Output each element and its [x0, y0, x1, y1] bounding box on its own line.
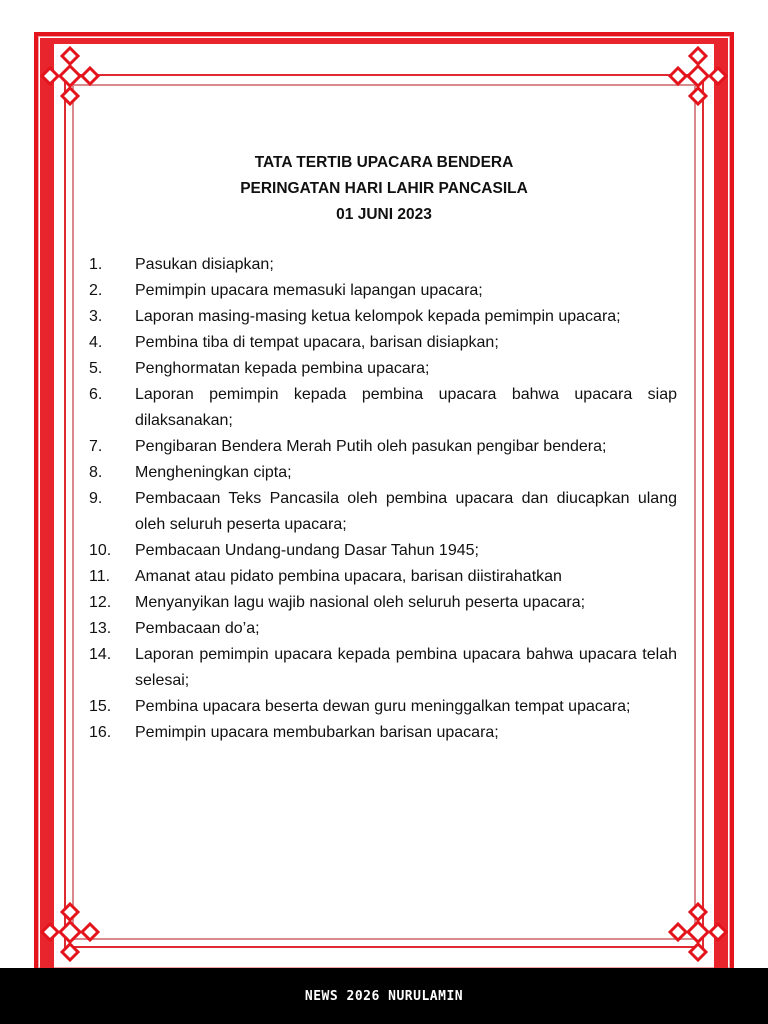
list-item — [89, 564, 677, 590]
list-item — [89, 590, 677, 616]
list-item — [89, 382, 677, 434]
footer-bar — [0, 968, 768, 1024]
list-item-text: Pembina tiba di tempat upacara, barisan disiapkan; — [135, 334, 499, 351]
list-item-number: 8. — [89, 464, 103, 481]
list-item-number: 3. — [89, 308, 103, 325]
list-item-text: Amanat atau pidato pembina upacara, barisan diistirahatkan — [135, 568, 562, 585]
list-item-text: Menyanyikan lagu wajib nasional oleh seluruh peserta upacara; — [135, 594, 586, 611]
list-item — [89, 330, 677, 356]
list-item-text: Pembina upacara beserta dewan guru meninggalkan tempat upacara; — [135, 698, 631, 715]
list-item-number: 13. — [89, 620, 112, 637]
list-item — [89, 694, 677, 720]
list-item-text: Pembacaan Undang-undang Dasar Tahun 1945; — [135, 542, 479, 559]
list-item-text: Laporan pemimpin kepada pembina upacara bahwa upacara siap dilaksanakan; — [135, 386, 677, 429]
list-item — [89, 278, 677, 304]
list-item-number: 14. — [89, 646, 112, 663]
footer-text: NEWS 2026 NURULAMIN — [304, 988, 464, 1004]
list-item-text: Laporan pemimpin upacara kepada pembina upacara bahwa upacara telah selesai; — [135, 646, 677, 689]
list-item-text: Pasukan disiapkan; — [135, 256, 274, 273]
list-item — [89, 720, 677, 746]
list-item-number: 9. — [89, 490, 103, 507]
ceremony-rules-list — [89, 252, 677, 746]
list-item — [89, 304, 677, 330]
corner-ornament-icon — [38, 44, 102, 108]
corner-ornament-icon — [38, 900, 102, 964]
list-item-text: Laporan masing-masing ketua kelompok kepada pemimpin upacara; — [135, 308, 621, 325]
list-item — [89, 356, 677, 382]
list-item-text: Penghormatan kepada pembina upacara; — [135, 360, 430, 377]
list-item-number: 2. — [89, 282, 103, 299]
list-item-number: 10. — [89, 542, 112, 559]
list-item — [89, 616, 677, 642]
list-item-text: Pemimpin upacara membubarkan barisan upacara; — [135, 724, 499, 741]
document-title — [134, 150, 634, 228]
corner-ornament-icon — [666, 44, 730, 108]
list-item-number: 16. — [89, 724, 112, 741]
list-item — [89, 460, 677, 486]
list-item — [89, 486, 677, 538]
list-item — [89, 538, 677, 564]
list-item-number: 12. — [89, 594, 112, 611]
list-item-number: 15. — [89, 698, 112, 715]
list-item-number: 5. — [89, 360, 103, 377]
list-item-number: 11. — [89, 568, 111, 585]
list-item-number: 1. — [89, 256, 103, 273]
title-line-2: PERINGATAN HARI LAHIR PANCASILA — [240, 180, 528, 197]
list-item-text: Pembacaan Teks Pancasila oleh pembina upacara dan diucapkan ulang oleh seluruh peserta upacara; — [135, 490, 677, 533]
title-line-3: 01 JUNI 2023 — [336, 206, 432, 223]
list-item-text: Pemimpin upacara memasuki lapangan upacara; — [135, 282, 483, 299]
list-item-text: Pembacaan do’a; — [135, 620, 260, 637]
corner-ornament-icon — [666, 900, 730, 964]
list-item-number: 4. — [89, 334, 103, 351]
list-item-number: 7. — [89, 438, 103, 455]
list-item — [89, 252, 677, 278]
list-item — [89, 642, 677, 694]
list-item-text: Pengibaran Bendera Merah Putih oleh pasukan pengibar bendera; — [135, 438, 607, 455]
list-item-number: 6. — [89, 386, 103, 403]
list-item-text: Mengheningkan cipta; — [135, 464, 292, 481]
list-item — [89, 434, 677, 460]
title-line-1: TATA TERTIB UPACARA BENDERA — [254, 154, 514, 171]
